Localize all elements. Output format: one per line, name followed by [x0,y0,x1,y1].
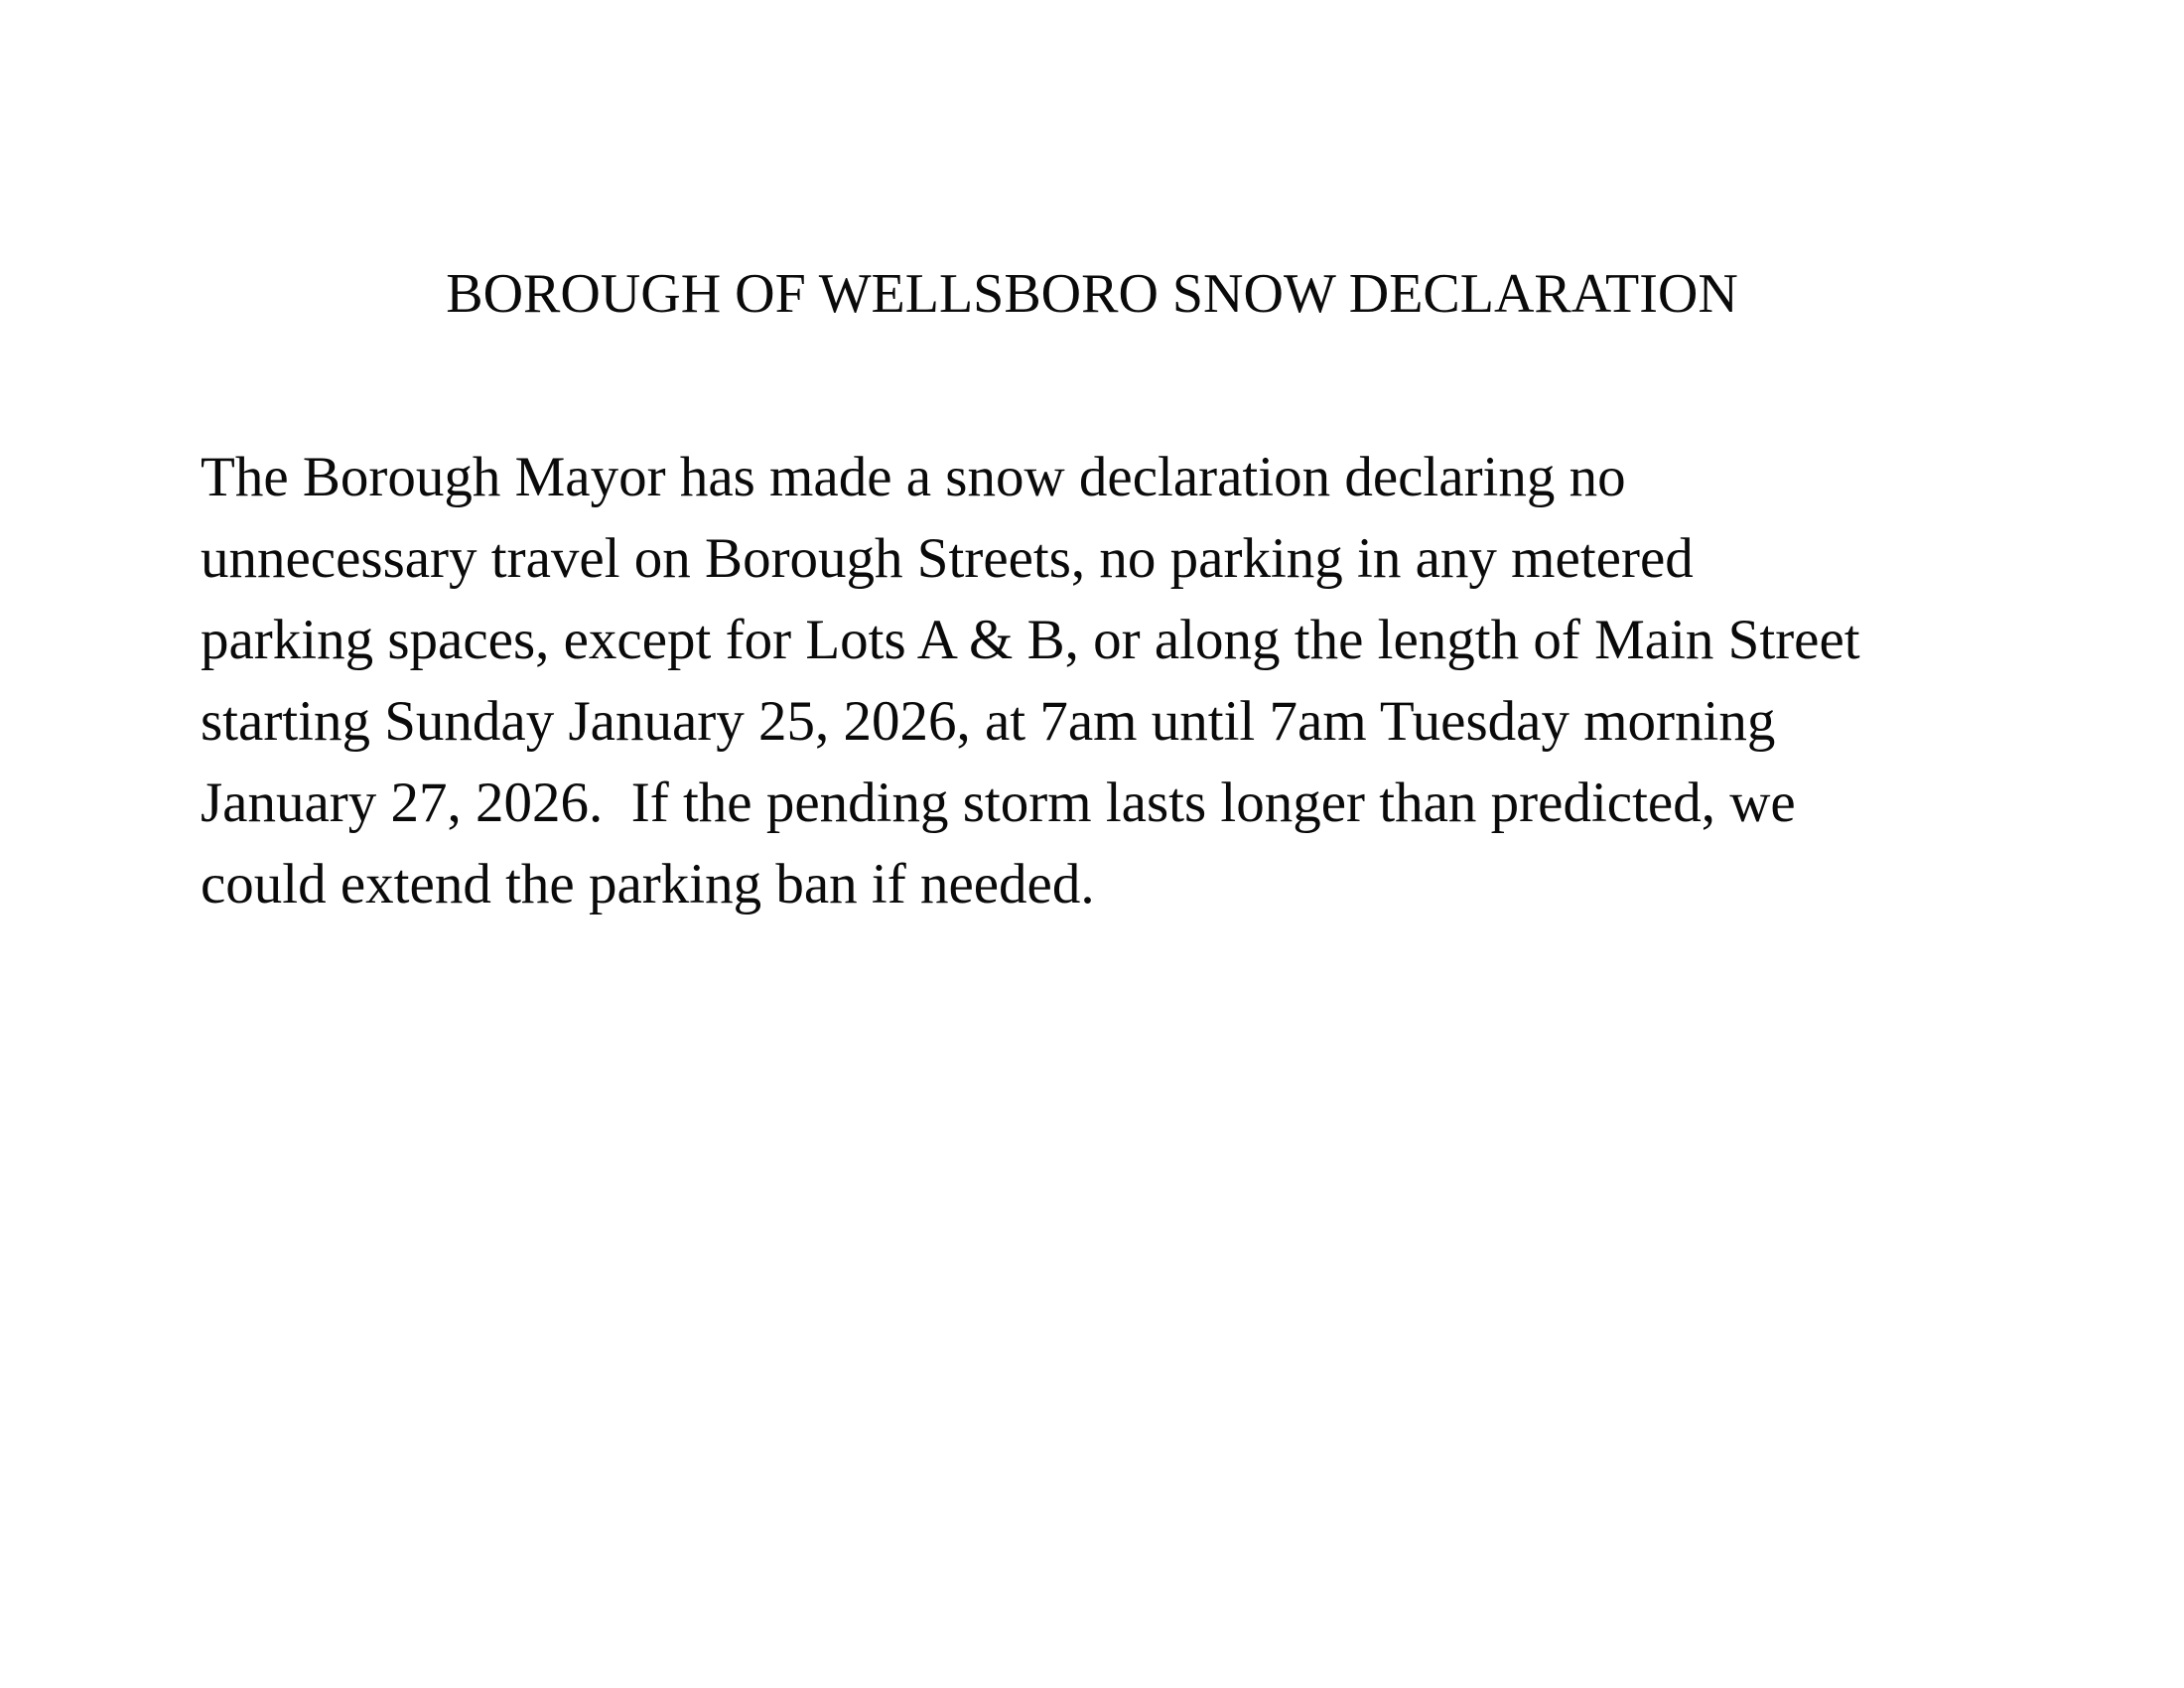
paragraph-line-3: parking spaces, except for Lots A & B, or along the length of Main Street [201,609,1860,671]
paragraph-line-1: The Borough Mayor has made a snow declaration declaring no [201,446,1626,508]
paragraph-line-6: could extend the parking ban if needed. [201,853,1095,915]
paragraph-line-2: unnecessary travel on Borough Streets, no parking in any metered [201,527,1694,590]
declaration-paragraph [201,437,1860,925]
document-title: BOROUGH OF WELLSBORO SNOW DECLARATION [446,263,1738,325]
paragraph-line-5: January 27, 2026. If the pending storm lasts longer than predicted, we [201,772,1796,834]
paragraph-line-4: starting Sunday January 25, 2026, at 7am until 7am Tuesday morning [201,690,1776,753]
